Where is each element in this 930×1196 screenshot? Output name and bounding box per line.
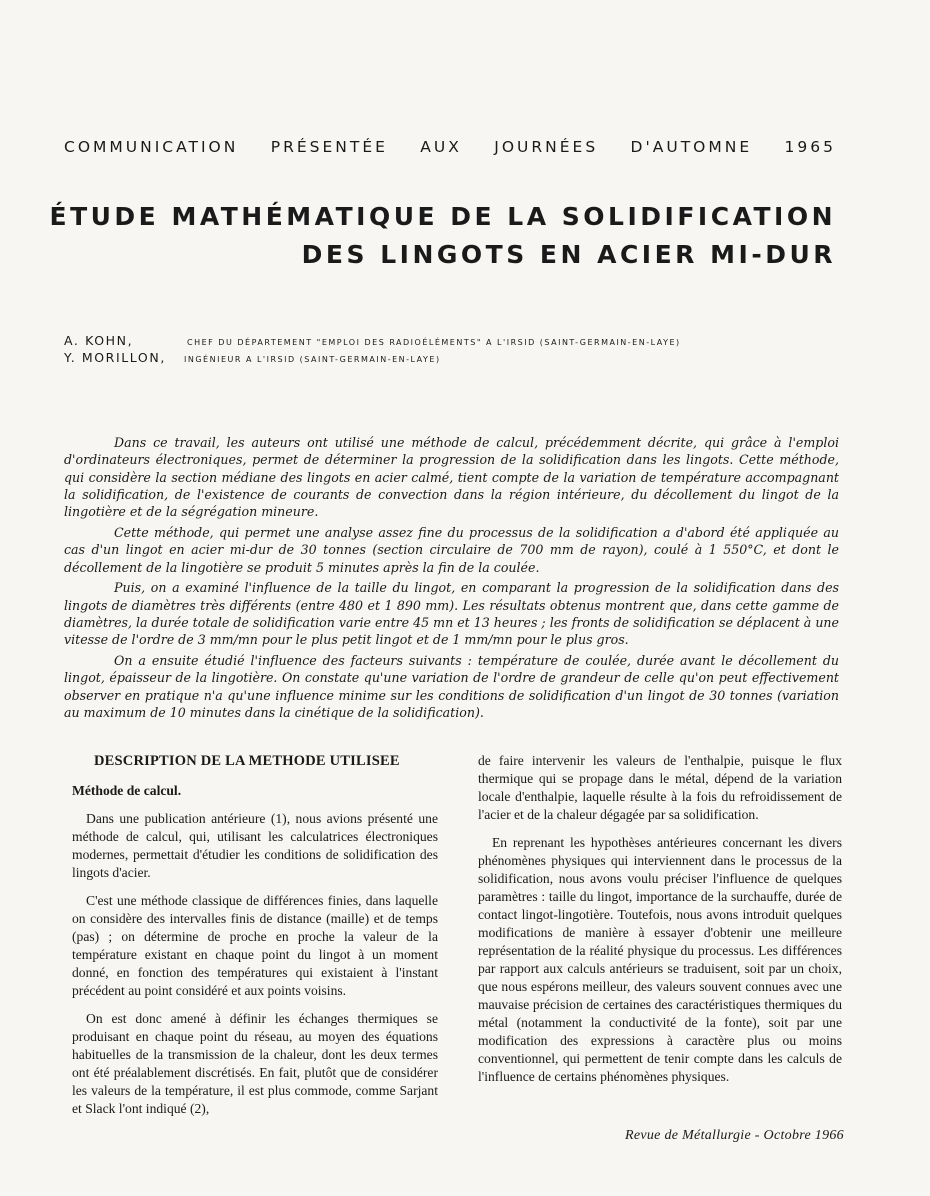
subheading: Méthode de calcul.: [72, 783, 182, 798]
abstract: [64, 434, 839, 725]
body-paragraph: C'est une méthode classique de différences finies, dans laquelle on considère des intervalles finis de distance (maille) et de temps (pas) ; on détermine de proche en proche la valeur de la température existant en chaque point du lingot à un moment donné, en fonction des températures qui existaient à l'instant précédent au point considéré et aux points voisins.: [72, 893, 438, 998]
kicker-word: D'AUTOMNE: [630, 138, 753, 156]
abstract-paragraph: On a ensuite étudié l'influence des facteurs suivants : température de coulée, durée avant le décollement du lingot, épaisseur de la lingotière. On constate qu'une variation de l'ordre de grandeur de celle qu'on peut effectivement observer en pratique n'a qu'une influence minime sur les conditions de solidification d'un lingot de 30 tonnes (variation au maximum de 10 minutes dans la cinétique de la solidification).: [64, 653, 839, 720]
body-paragraph: En reprenant les hypothèses antérieures concernant les divers phénomènes physiques qui interviennent dans le processus de la solidification, nous avons voulu préciser l'influence de quelques paramètres : taille du lingot, importance de la surchauffe, durée de contact lingot-lingotière. Toutefois, nous avons introduit quelques modifications de manière à essayer d'obtenir une meilleure représentation de la réalité physique du processus. Les différences par rapport aux calculs antérieurs se traduisent, soit par un choix, que nous espérons meilleur, des valeurs souvent connues avec une mauvaise précision de certaines des caractéristiques thermiques du métal (notamment la conductivité de la fonte), soit par une modification des expressions à caractère plus ou moins conventionnel, qui permettent de tenir compte dans les calculs de l'influence de certains phénomènes physiques.: [478, 835, 842, 1084]
kicker-word: PRÉSENTÉE: [270, 138, 388, 156]
abstract-paragraph: Puis, on a examiné l'influence de la taille du lingot, en comparant la progression de la solidification dans des lingots de diamètres très différents (entre 480 et 1 890 mm). Les résultats obtenus montrent que, dans cette gamme de diamètres, la durée totale de solidification varie entre 45 mn et 13 heures ; les fronts de solidification se déplacent à une vitesse de l'ordre de 3 mm/mn pour le plus petit lingot et de 1 mm/mn pour le plus gros.: [64, 580, 839, 648]
communication-kicker: [64, 138, 836, 156]
body-paragraph: On est donc amené à définir les échanges thermiques se produisant en chaque point du réseau, au moyen des équations habituelles de la transmission de la chaleur, dont les deux termes ont été préalablement discrétisés. En fait, plutôt que de considérer les valeurs de la température, il est plus commode, comme Sarjant et Slack l'ont indiqué (2),: [72, 1011, 438, 1116]
body-column-left: [72, 752, 438, 1128]
title-line-2: DES LINGOTS EN ACIER MI-DUR: [301, 240, 836, 269]
author-affiliation: CHEF DU DÉPARTEMENT "EMPLOI DES RADIOÉLÉMENTS" A L'IRSID (SAINT-GERMAIN-EN-LAYE): [187, 338, 681, 347]
kicker-word: JOURNÉES: [494, 138, 599, 156]
author-name: Y. MORILLON,: [64, 350, 166, 365]
title-line-1: ÉTUDE MATHÉMATIQUE DE LA SOLIDIFICATION: [49, 202, 836, 231]
kicker-word: COMMUNICATION: [64, 138, 239, 156]
author-line: [64, 333, 681, 348]
abstract-paragraph: Dans ce travail, les auteurs ont utilisé une méthode de calcul, précédemment décrite, qui grâce à l'emploi d'ordinateurs électroniques, permet de déterminer la progression de la solidification dans les lingots. Cette méthode, qui considère la section médiane des lingots en acier calmé, tient compte de la variation de température accompagnant la solidification, de l'existence de courants de convection dans la région intérieure, du décollement du lingot de la lingotière et de la ségrégation mineure.: [64, 435, 839, 520]
body-paragraph: Dans une publication antérieure (1), nous avions présenté une méthode de calcul, qui, utilisant les calculatrices électroniques modernes, permettait d'étudier les conditions de solidification des lingots d'acier.: [72, 811, 438, 880]
author-affiliation: INGÉNIEUR A L'IRSID (SAINT-GERMAIN-EN-LAYE): [184, 355, 441, 364]
abstract-paragraph: Cette méthode, qui permet une analyse assez fine du processus de la solidification a d'abord été appliquée au cas d'un lingot en acier mi-dur de 30 tonnes (section circulaire de 700 mm de rayon), coulé à 1 550°C, et dont le décollement de la lingotière se produit 5 minutes après la fin de la coulée.: [64, 524, 839, 575]
article-title: [50, 198, 837, 274]
kicker-word: AUX: [420, 138, 462, 156]
body-paragraph: de faire intervenir les valeurs de l'enthalpie, puisque le flux thermique qui se propage dans le métal, dépend de la variation locale d'enthalpie, laquelle résulte à la fois du refroidissement de l'acier et de la chaleur dégagée par sa solidification.: [478, 753, 842, 822]
journal-footer: Revue de Métallurgie - Octobre 1966: [624, 1128, 844, 1143]
body-column-right: [478, 752, 842, 1096]
section-heading: DESCRIPTION DE LA METHODE UTILISEE: [94, 753, 400, 769]
author-line: [64, 350, 441, 365]
kicker-word: 1965: [784, 138, 836, 156]
author-name: A. KOHN,: [64, 333, 134, 348]
